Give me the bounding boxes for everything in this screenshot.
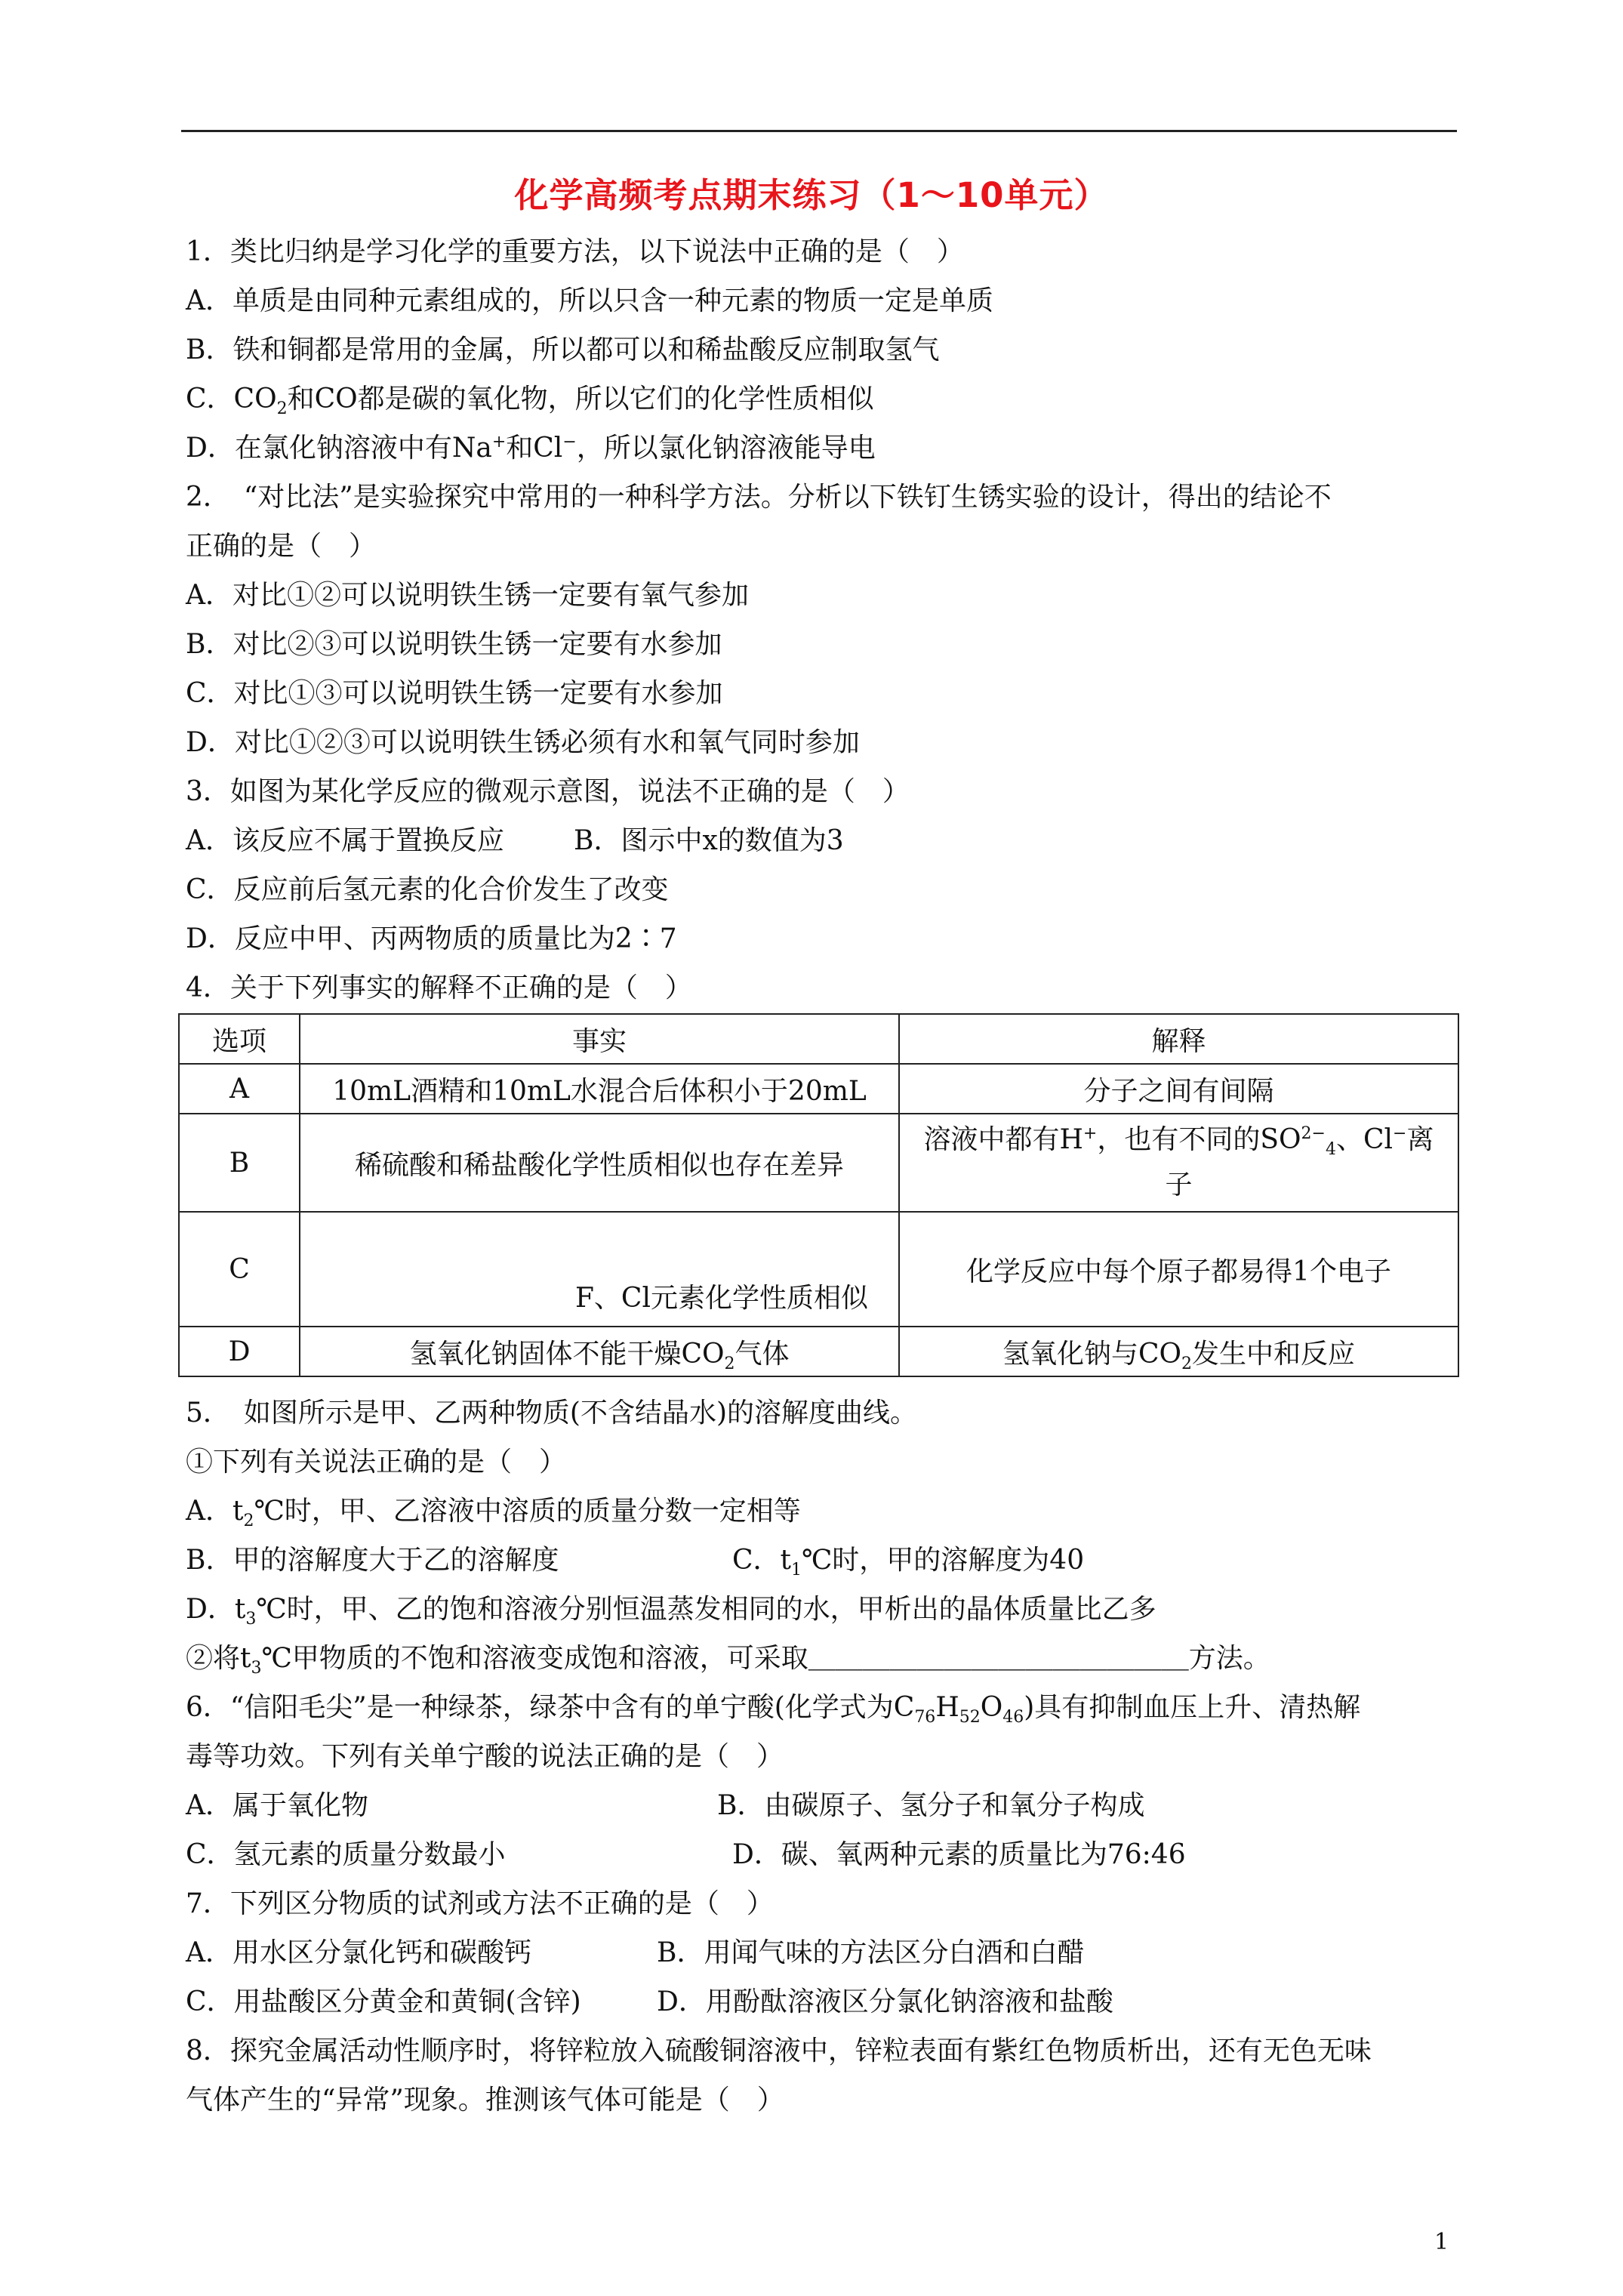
q4-table [178, 1013, 1459, 1377]
q3-stem: 3．如图为某化学反应的微观示意图，说法不正确的是（ ） [186, 776, 910, 807]
q3-option-a: A．该反应不属于置换反应 [186, 825, 504, 856]
header-option: 选项 [179, 1014, 300, 1064]
cell-option: A [179, 1064, 300, 1114]
header-fact: 事实 [300, 1014, 899, 1064]
table-row [179, 1064, 1458, 1114]
table-header-row [179, 1014, 1458, 1064]
cell-explanation: 化学反应中每个原子都易得1个电子 [899, 1212, 1458, 1327]
cell-option: B [179, 1114, 300, 1212]
q1-option-a: A．单质是由同种元素组成的，所以只含一种元素的物质一定是单质 [186, 285, 993, 316]
q5-option-c: C．$t_1℃$时，甲的溶解度为40 [732, 1545, 1085, 1580]
q2-option-b: B．对比②③可以说明铁生锈一定要有水参加 [186, 629, 722, 660]
q2-stem-line2: 正确的是（ ） [186, 531, 377, 562]
q8-stem-line1: 8．探究金属活动性顺序时，将锌粒放入硫酸铜溶液中，锌粒表面有紫红色物质析出，还有无色无味 [186, 2036, 1372, 2066]
q2-stem-line1: 2． “对比法”是实验探究中常用的一种科学方法。分析以下铁钉生锈实验的设计，得出的结论不 [186, 482, 1332, 513]
cell-explanation: 氢氧化钠与$CO_2$发生中和反应 [899, 1327, 1458, 1376]
q5-sub2: ②将$t_3℃$甲物质的不饱和溶液变成饱和溶液，可采取＿＿＿＿＿＿＿＿＿＿＿＿＿＿方法。 [186, 1643, 1270, 1678]
page-title: 化学高频考点期末练习（1～10单元） [514, 175, 1109, 215]
q7-option-d: D．用酚酞溶液区分氯化钠溶液和盐酸 [657, 1986, 1113, 2017]
q6-option-c: C．氢元素的质量分数最小 [186, 1839, 506, 1870]
table-row [179, 1212, 1458, 1327]
q5-option-d: D．$t_3℃$时，甲、乙的饱和溶液分别恒温蒸发相同的水，甲析出的晶体质量比乙多 [186, 1594, 1156, 1629]
cell-fact: F、Cl元素化学性质相似 [300, 1212, 899, 1327]
header-rule [181, 130, 1457, 132]
q6-option-b: B．由碳原子、氢分子和氧分子构成 [717, 1790, 1145, 1821]
table-row [179, 1327, 1458, 1376]
q8-stem-line2: 气体产生的“异常”现象。推测该气体可能是（ ） [186, 2085, 784, 2116]
cell-explanation: 溶液中都有H+，也有不同的$SO^{2-}_4$、Cl−离 子 [899, 1114, 1458, 1212]
q7-option-c: C．用盐酸区分黄金和黄铜(含锌) [186, 1986, 581, 2017]
q6-option-d: D．碳、氧两种元素的质量比为76:46 [732, 1839, 1186, 1870]
q1-option-d: D．在氯化钠溶液中有Na+和Cl−，所以氯化钠溶液能导电 [186, 433, 876, 464]
q3-option-b: B．图示中x的数值为3 [574, 825, 844, 856]
q5-stem: 5． 如图所示是甲、乙两种物质(不含结晶水)的溶解度曲线。 [186, 1398, 917, 1428]
cell-fact: 氢氧化钠固体不能干燥$CO_2$气体 [300, 1327, 899, 1376]
q3-option-c: C．反应前后氢元素的化合价发生了改变 [186, 874, 669, 905]
q6-stem-line1: 6．“信阳毛尖”是一种绿茶，绿茶中含有的单宁酸(化学式为$C_{76}H_{52}O_{46}$)具有抑制血压上升、清热解 [186, 1692, 1361, 1727]
cell-option: D [179, 1327, 300, 1376]
q1-option-c: C．$CO_2$和CO都是碳的氧化物，所以它们的化学性质相似 [186, 384, 874, 419]
q1-option-b: B．铁和铜都是常用的金属，所以都可以和稀盐酸反应制取氢气 [186, 334, 940, 365]
cell-explanation: 分子之间有间隔 [899, 1064, 1458, 1114]
q2-option-c: C．对比①③可以说明铁生锈一定要有水参加 [186, 678, 723, 709]
answer-blank[interactable]: ＿＿＿＿＿＿＿＿＿＿＿＿＿＿ [808, 1643, 1189, 1674]
q7-option-b: B．用闻气味的方法区分白酒和白醋 [657, 1937, 1085, 1968]
cell-fact: 稀硫酸和稀盐酸化学性质相似也存在差异 [300, 1114, 899, 1212]
q3-option-d: D．反应中甲、丙两物质的质量比为2∶7 [186, 923, 677, 954]
q5-option-b: B．甲的溶解度大于乙的溶解度 [186, 1545, 559, 1576]
q7-stem: 7．下列区分物质的试剂或方法不正确的是（ ） [186, 1888, 774, 1919]
q7-option-a: A．用水区分氯化钙和碳酸钙 [186, 1937, 531, 1968]
q1-stem: 1．类比归纳是学习化学的重要方法，以下说法中正确的是（ ） [186, 236, 964, 267]
q2-option-d: D．对比①②③可以说明铁生锈必须有水和氧气同时参加 [186, 727, 860, 758]
q5-option-a: A．$t_2℃$时，甲、乙溶液中溶质的质量分数一定相等 [186, 1496, 801, 1531]
page-number: 1 [1434, 2229, 1449, 2255]
q6-option-a: A．属于氧化物 [186, 1790, 368, 1821]
cell-option: C [179, 1212, 300, 1327]
q6-stem-line2: 毒等功效。下列有关单宁酸的说法正确的是（ ） [186, 1741, 784, 1772]
q2-option-a: A．对比①②可以说明铁生锈一定要有氧气参加 [186, 580, 749, 611]
table-row [179, 1114, 1458, 1212]
header-explanation: 解释 [899, 1014, 1458, 1064]
q4-stem: 4．关于下列事实的解释不正确的是（ ） [186, 972, 692, 1003]
q5-sub1: ①下列有关说法正确的是（ ） [186, 1447, 567, 1478]
cell-fact: 10mL酒精和10mL水混合后体积小于20mL [300, 1064, 899, 1114]
